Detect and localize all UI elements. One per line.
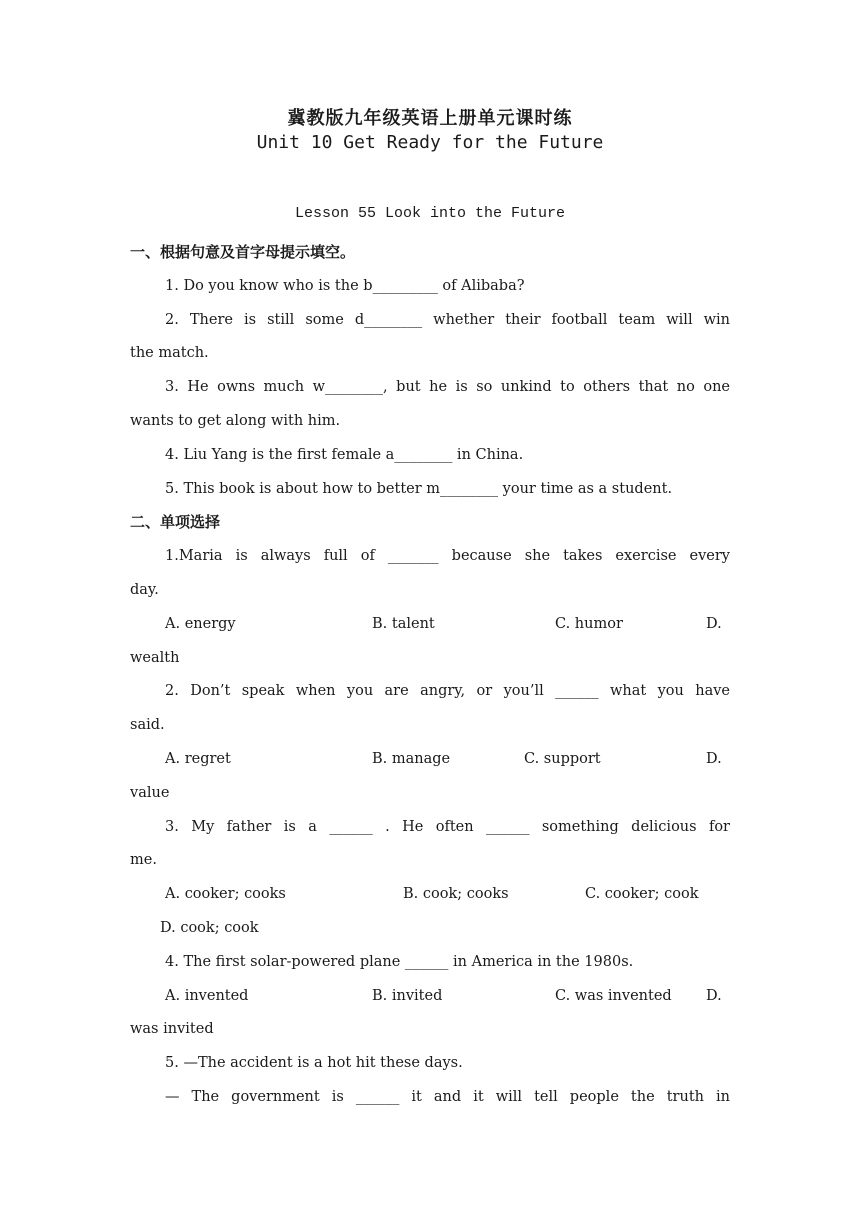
question-4: 4. Liu Yang is the first female a________ in China.: [165, 446, 524, 463]
mc-question-3-option-d: D. cook; cook: [160, 919, 259, 936]
mc-question-1-continued: day.: [130, 581, 159, 598]
mc-question-2-options: [130, 743, 730, 777]
option-c: C. cooker; cook: [585, 886, 699, 903]
section-heading-multiple-choice: 二、单项选择: [130, 513, 221, 532]
question-3: 3. He owns much w________, but he is so unkind to others that no one: [165, 379, 730, 396]
option-a: A. energy: [165, 615, 236, 632]
option-b: B. cook; cooks: [403, 886, 509, 903]
mc-question-1-options: [130, 608, 730, 642]
mc-question-5: 5. —The accident is a hot hit these days.: [165, 1055, 463, 1072]
question-2-continued: the match.: [130, 345, 209, 362]
option-c: C. humor: [555, 615, 623, 632]
option-d: D.: [706, 987, 722, 1004]
option-b: B. talent: [372, 615, 435, 632]
document-title-english: Unit 10 Get Ready for the Future: [256, 132, 604, 153]
option-b: B. invited: [372, 987, 443, 1004]
mc-question-1: 1.Maria is always full of _______ because she takes exercise every: [165, 548, 730, 565]
mc-question-2-continued: said.: [130, 717, 165, 734]
mc-question-4-option-d-text: was invited: [130, 1021, 214, 1038]
option-a: A. cooker; cooks: [165, 886, 286, 903]
question-1: 1. Do you know who is the b_________ of Alibaba?: [165, 277, 525, 294]
mc-question-2-option-d-text: value: [130, 784, 170, 801]
mc-question-3-continued: me.: [130, 852, 157, 869]
option-c: C. support: [524, 750, 601, 767]
mc-question-3: 3. My father is a ______ . He often ______ something delicious for: [165, 818, 730, 835]
lesson-title: Lesson 55 Look into the Future: [294, 205, 566, 222]
option-a: A. invented: [165, 987, 249, 1004]
question-5: 5. This book is about how to better m________ your time as a student.: [165, 480, 673, 497]
option-c: C. was invented: [555, 987, 672, 1004]
mc-question-1-option-d-text: wealth: [130, 649, 180, 666]
section-heading-fill-blanks: 一、根据句意及首字母提示填空。: [130, 243, 356, 261]
mc-question-4-options: [130, 980, 730, 1014]
mc-question-4: 4. The first solar-powered plane ______ in America in the 1980s.: [165, 953, 634, 970]
option-b: B. manage: [372, 750, 451, 767]
mc-question-5-reply: — The government is ______ it and it will tell people the truth in: [165, 1088, 730, 1105]
option-d: D.: [706, 750, 722, 767]
question-3-continued: wants to get along with him.: [130, 412, 341, 429]
mc-question-2: 2. Don’t speak when you are angry, or you’ll ______ what you have: [165, 683, 730, 700]
question-2: 2. There is still some d________ whether their football team will win: [165, 311, 730, 328]
document-title-chinese: 冀教版九年级英语上册单元课时练: [287, 108, 573, 129]
option-a: A. regret: [165, 750, 231, 767]
option-d: D.: [706, 615, 722, 632]
mc-question-3-options: [130, 878, 730, 912]
exercise-body: [130, 236, 730, 1115]
